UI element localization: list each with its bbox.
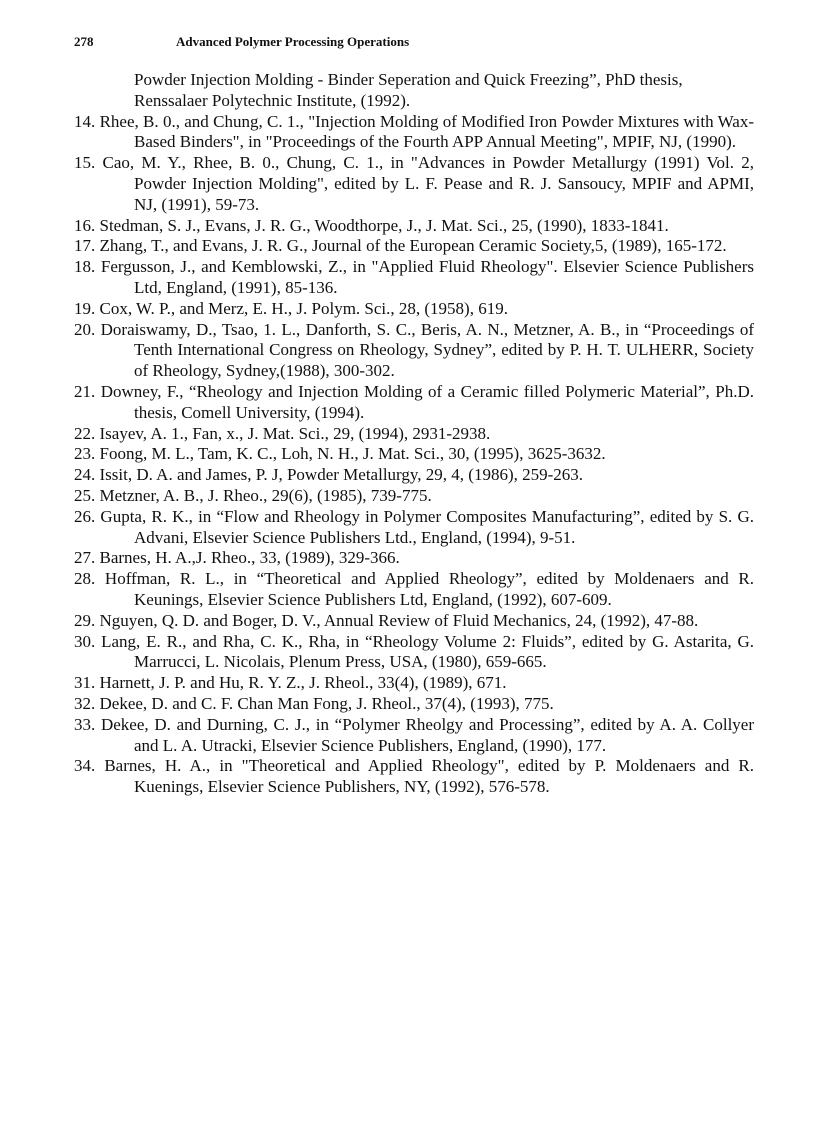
reference-item <box>74 673 754 694</box>
reference-entry <box>74 465 754 486</box>
reference-text: Isayev, A. 1., Fan, x., J. Mat. Sci., 29, (1994), 2931-2938. <box>99 423 491 443</box>
reference-text: Dekee, D. and Durning, C. J., in “Polymer Rheolgy and Processing”, edited by A. A. Collyer and L. A. Utracki, Elsevier Science Publishers, England, (1990), 177. <box>100 714 754 755</box>
reference-number: 27. <box>74 548 96 568</box>
reference-text: Harnett, J. P. and Hu, R. Y. Z., J. Rheol., 33(4), (1989), 671. <box>99 673 507 693</box>
reference-text: Foong, M. L., Tam, K. C., Loh, N. H., J. Mat. Sci., 30, (1995), 3625-3632. <box>99 444 606 464</box>
reference-item <box>74 465 754 486</box>
reference-text: Issit, D. A. and James, P. J, Powder Metallurgy, 29, 4, (1986), 259-263. <box>99 465 584 485</box>
reference-item <box>74 486 754 507</box>
reference-item <box>74 153 754 215</box>
reference-entry <box>74 111 755 154</box>
reference-item <box>74 507 754 549</box>
reference-number: 25. <box>74 485 96 505</box>
reference-number: 33. <box>74 714 96 734</box>
reference-number: 31. <box>74 673 96 693</box>
reference-text: Barnes, H. A.,J. Rheo., 33, (1989), 329-366. <box>99 548 400 568</box>
reference-number: 30. <box>74 631 96 651</box>
reference-number: 15. <box>74 153 96 173</box>
reference-item <box>74 320 754 382</box>
reference-entry <box>74 381 754 424</box>
reference-text: Dekee, D. and C. F. Chan Man Fong, J. Rheol., 37(4), (1993), 775. <box>99 693 554 713</box>
reference-number: 32. <box>74 693 96 713</box>
reference-number: 20. <box>74 319 96 339</box>
reference-number: 19. <box>74 298 96 318</box>
reference-item <box>74 756 754 798</box>
reference-number: 17. <box>74 236 96 256</box>
reference-text: Metzner, A. B., J. Rheo., 29(6), (1985), 739-775. <box>99 485 432 505</box>
reference-entry <box>74 756 754 798</box>
reference-entry <box>74 569 755 611</box>
reference-text: Nguyen, Q. D. and Boger, D. V., Annual Review of Fluid Mechanics, 24, (1992), 47-88. <box>99 610 699 630</box>
reference-number: 18. <box>74 257 96 277</box>
reference-text: Stedman, S. J., Evans, J. R. G., Woodthorpe, J., J. Mat. Sci., 25, (1990), 1833-1841. <box>99 215 669 235</box>
reference-item <box>74 112 754 154</box>
reference-entry <box>74 153 754 215</box>
reference-number: 16. <box>74 215 96 235</box>
reference-number: 34. <box>74 756 96 776</box>
reference-item <box>74 569 754 611</box>
reference-entry <box>74 693 754 715</box>
reference-entry <box>74 236 754 257</box>
reference-text: Downey, F., “Rheology and Injection Molding of a Ceramic filled Polymeric Material”, Ph.D. thesis, Comell University, (1994). <box>100 381 754 422</box>
reference-text: Barnes, H. A., in "Theoretical and Applied Rheology", edited by P. Moldenaers and R. Kuenings, Elsevier Science Publishers, NY, (1992), 576-578. <box>104 756 754 797</box>
reference-item <box>74 611 754 632</box>
reference-entry <box>74 423 754 445</box>
reference-number: 29. <box>74 610 96 630</box>
reference-entry <box>74 631 755 674</box>
reference-list <box>74 70 754 798</box>
reference-number: 21. <box>74 381 96 401</box>
reference-item <box>74 694 754 715</box>
reference-item <box>74 424 754 445</box>
reference-item <box>74 548 754 569</box>
reference-entry <box>74 714 754 757</box>
reference-entry <box>74 673 754 694</box>
running-header <box>74 34 409 50</box>
reference-number: 22. <box>74 423 96 443</box>
reference-number: 26. <box>74 506 96 526</box>
reference-text: Cox, W. P., and Merz, E. H., J. Polym. Sci., 28, (1958), 619. <box>99 298 508 318</box>
reference-item <box>74 444 754 465</box>
reference-item <box>74 257 754 299</box>
reference-entry <box>74 319 755 382</box>
reference-number: 28. <box>74 569 96 589</box>
reference-item <box>74 715 754 757</box>
reference-entry <box>74 610 754 632</box>
reference-entry <box>74 506 754 549</box>
reference-text: Cao, M. Y., Rhee, B. 0., Chung, C. 1., in "Advances in Powder Metallurgy (1991) Vol. 2, Powder Injection Molding", edited by L. F. Pease and R. J. Sansoucy, MPIF and APMI, NJ, (1991), 59-73. <box>102 153 754 214</box>
reference-entry <box>74 485 754 507</box>
reference-number: 14. <box>74 111 96 131</box>
reference-entry <box>74 548 754 569</box>
reference-entry <box>74 298 754 320</box>
reference-entry <box>74 215 754 237</box>
reference-entry <box>74 257 755 299</box>
reference-text: Zhang, T., and Evans, J. R. G., Journal of the European Ceramic Society,5, (1989), 165-172. <box>99 236 727 256</box>
reference-item <box>74 216 754 237</box>
reference-item <box>74 382 754 424</box>
reference-number: 23. <box>74 444 96 464</box>
page-number: 278 <box>74 34 94 49</box>
reference-item <box>74 632 754 674</box>
reference-number: 24. <box>74 465 96 485</box>
running-title: Advanced Polymer Processing Operations <box>176 34 410 49</box>
reference-item <box>74 236 754 257</box>
reference-continuation-text: Powder Injection Molding - Binder Seperation and Quick Freezing”, PhD thesis, Renssalaer Polytechnic Institute, (1992). <box>134 70 683 110</box>
reference-text: Fergusson, J., and Kemblowski, Z., in "Applied Fluid Rheology". Elsevier Science Publishers Ltd, England, (1991), 85-136. <box>100 257 755 297</box>
reference-entry <box>74 444 754 465</box>
reference-text: Doraiswamy, D., Tsao, 1. L., Danforth, S. C., Beris, A. N., Metzner, A. B., in “Proceedings of Tenth International Congress on Rheology, Sydney”, edited by P. H. T. ULHERR, Society of Rheology, Sydney,(1988), 300-302. <box>100 319 755 381</box>
reference-text: Lang, E. R., and Rha, C. K., Rha, in “Rheology Volume 2: Fluids”, edited by G. Astarita, G. Marrucci, L. Nicolais, Plenum Press, USA, (1980), 659-665. <box>101 631 755 672</box>
reference-text: Rhee, B. 0., and Chung, C. 1., "Injection Molding of Modified Iron Powder Mixtures with Wax-Based Binders", in "Proceedings of the Fourth APP Annual Meeting", MPIF, NJ, (1990). <box>99 111 755 152</box>
reference-text: Hoffman, R. L., in “Theoretical and Applied Rheology”, edited by Moldenaers and R. Keunings, Elsevier Science Publishers Ltd, England, (1992), 607-609. <box>104 569 755 609</box>
reference-continuation <box>74 70 754 112</box>
reference-text: Gupta, R. K., in “Flow and Rheology in Polymer Composites Manufacturing”, edited by S. G. Advani, Elsevier Science Publishers Ltd., England, (1994), 9-51. <box>100 506 754 547</box>
reference-item <box>74 299 754 320</box>
